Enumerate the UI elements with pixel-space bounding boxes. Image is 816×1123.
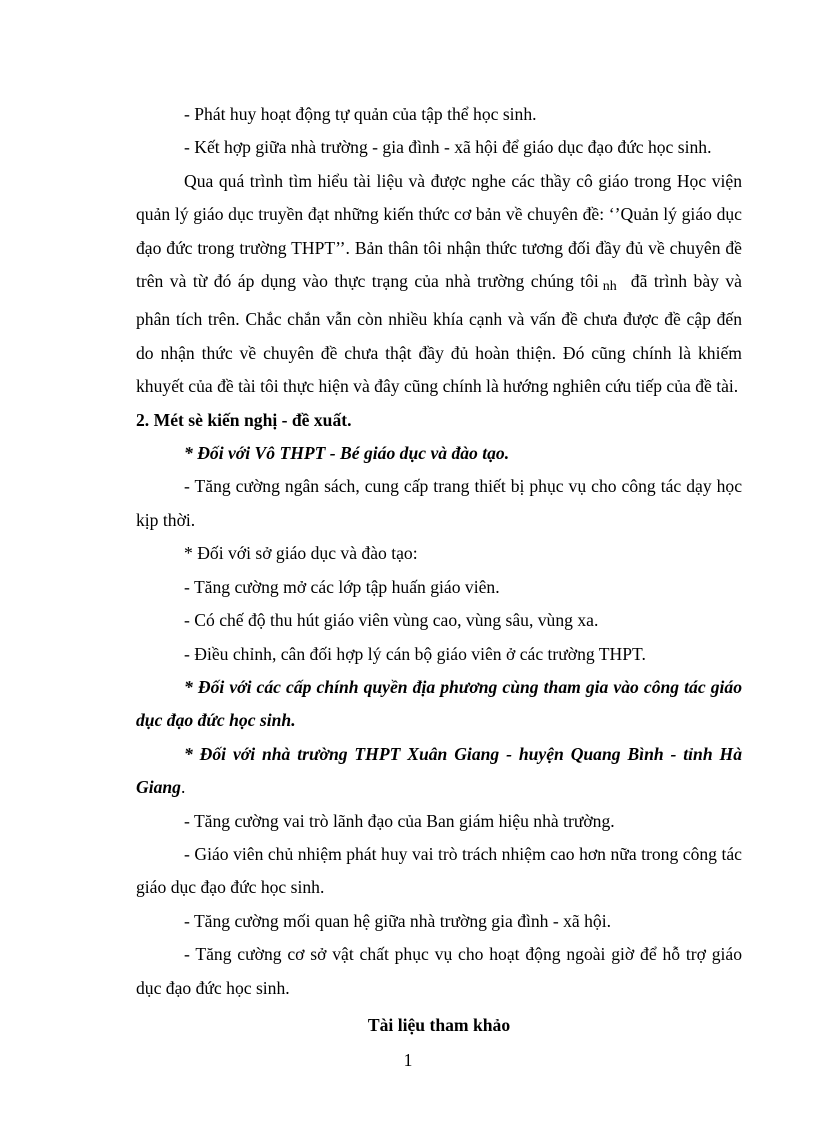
section-heading-recommendations: 2. Mét sè kiến nghị - đề xuất.	[136, 409, 352, 430]
references-title: Tài liệu tham khảo	[367, 1014, 511, 1035]
paragraph-homeroom-teacher: - Giáo viên chủ nhiệm phát huy vai trò trách nhiệm cao hơn nữa trong công tác giáo dục đạo đức học sinh.	[136, 843, 742, 898]
stray-text-nh: nh	[602, 279, 617, 295]
paragraph-budget: - Tăng cường ngân sách, cung cấp trang thiết bị phục vụ cho công tác dạy học kịp thời.	[136, 476, 742, 530]
paragraph-conclusion-part-a: Qua quá trình tìm hiểu tài liệu và được nghe các thầy cô giáo trong Học viện quản lý giáo dục truyền đạt những kiến thức cơ bản về chuyên đề: ‘’Quản lý giáo dục đạo đức trong trường THPT’’. Bản thân tôi nhận thức tương đối đầy đủ về chuyên đề trên và từ đó áp dụng vào thực trạng của nhà trường chúng tôi	[136, 170, 742, 292]
paragraph-leadership: - Tăng cường vai trò lãnh đạo của Ban giám hiệu nhà trường.	[184, 810, 615, 831]
paragraph-teacher-attraction: - Có chế độ thu hút giáo viên vùng cao, vùng sâu, vùng xa.	[184, 610, 599, 631]
paragraph-conclusion-part-b: đã trình bày và phân tích trên. Chắc chắn vẫn còn nhiều khía cạnh và vấn đề chưa được đề cập đến do nhận thức về chuyên đề chưa thật đầy đủ hoàn thiện. Đó cũng chính là khiếm khuyết của đề tài tôi thực hiện và đây cũng chính là hướng nghiên cứu tiếp của đề tài.	[136, 271, 742, 397]
subheading-ministry: * Đối với Vô THPT - Bé giáo dục và đào tạo.	[184, 443, 510, 464]
subheading-school	[136, 738, 742, 805]
subheading-school-period: .	[180, 777, 186, 798]
subheading-school-text: * Đối với nhà trường THPT Xuân Giang - huyện Quang Bình - tỉnh Hà Giang	[136, 743, 742, 798]
paragraph-staff-balance: - Điều chỉnh, cân đối hợp lý cán bộ giáo viên ở các trường THPT.	[184, 643, 646, 664]
paragraph-department-heading: * Đối với sở giáo dục và đào tạo:	[184, 543, 418, 564]
paragraph-facilities: - Tăng cường cơ sở vật chất phục vụ cho hoạt động ngoài giờ để hỗ trợ giáo dục đạo đức học sinh.	[136, 944, 742, 998]
paragraph-self-management: - Phát huy hoạt động tự quản của tập thể học sinh.	[184, 104, 537, 124]
subheading-local-government: * Đối với các cấp chính quyền địa phương cùng tham gia vào công tác giáo dục đạo đức học sinh.	[136, 676, 742, 731]
paragraph-conclusion	[136, 165, 742, 404]
paragraph-school-family-society: - Kết hợp giữa nhà trường - gia đình - xã hội để giáo dục đạo đức học sinh.	[184, 137, 712, 158]
paragraph-training: - Tăng cường mở các lớp tập huấn giáo viên.	[184, 576, 500, 597]
paragraph-relationships: - Tăng cường mối quan hệ giữa nhà trường gia đình - xã hội.	[184, 910, 612, 931]
page-number: 1	[403, 1050, 413, 1070]
document-page	[136, 98, 742, 1042]
